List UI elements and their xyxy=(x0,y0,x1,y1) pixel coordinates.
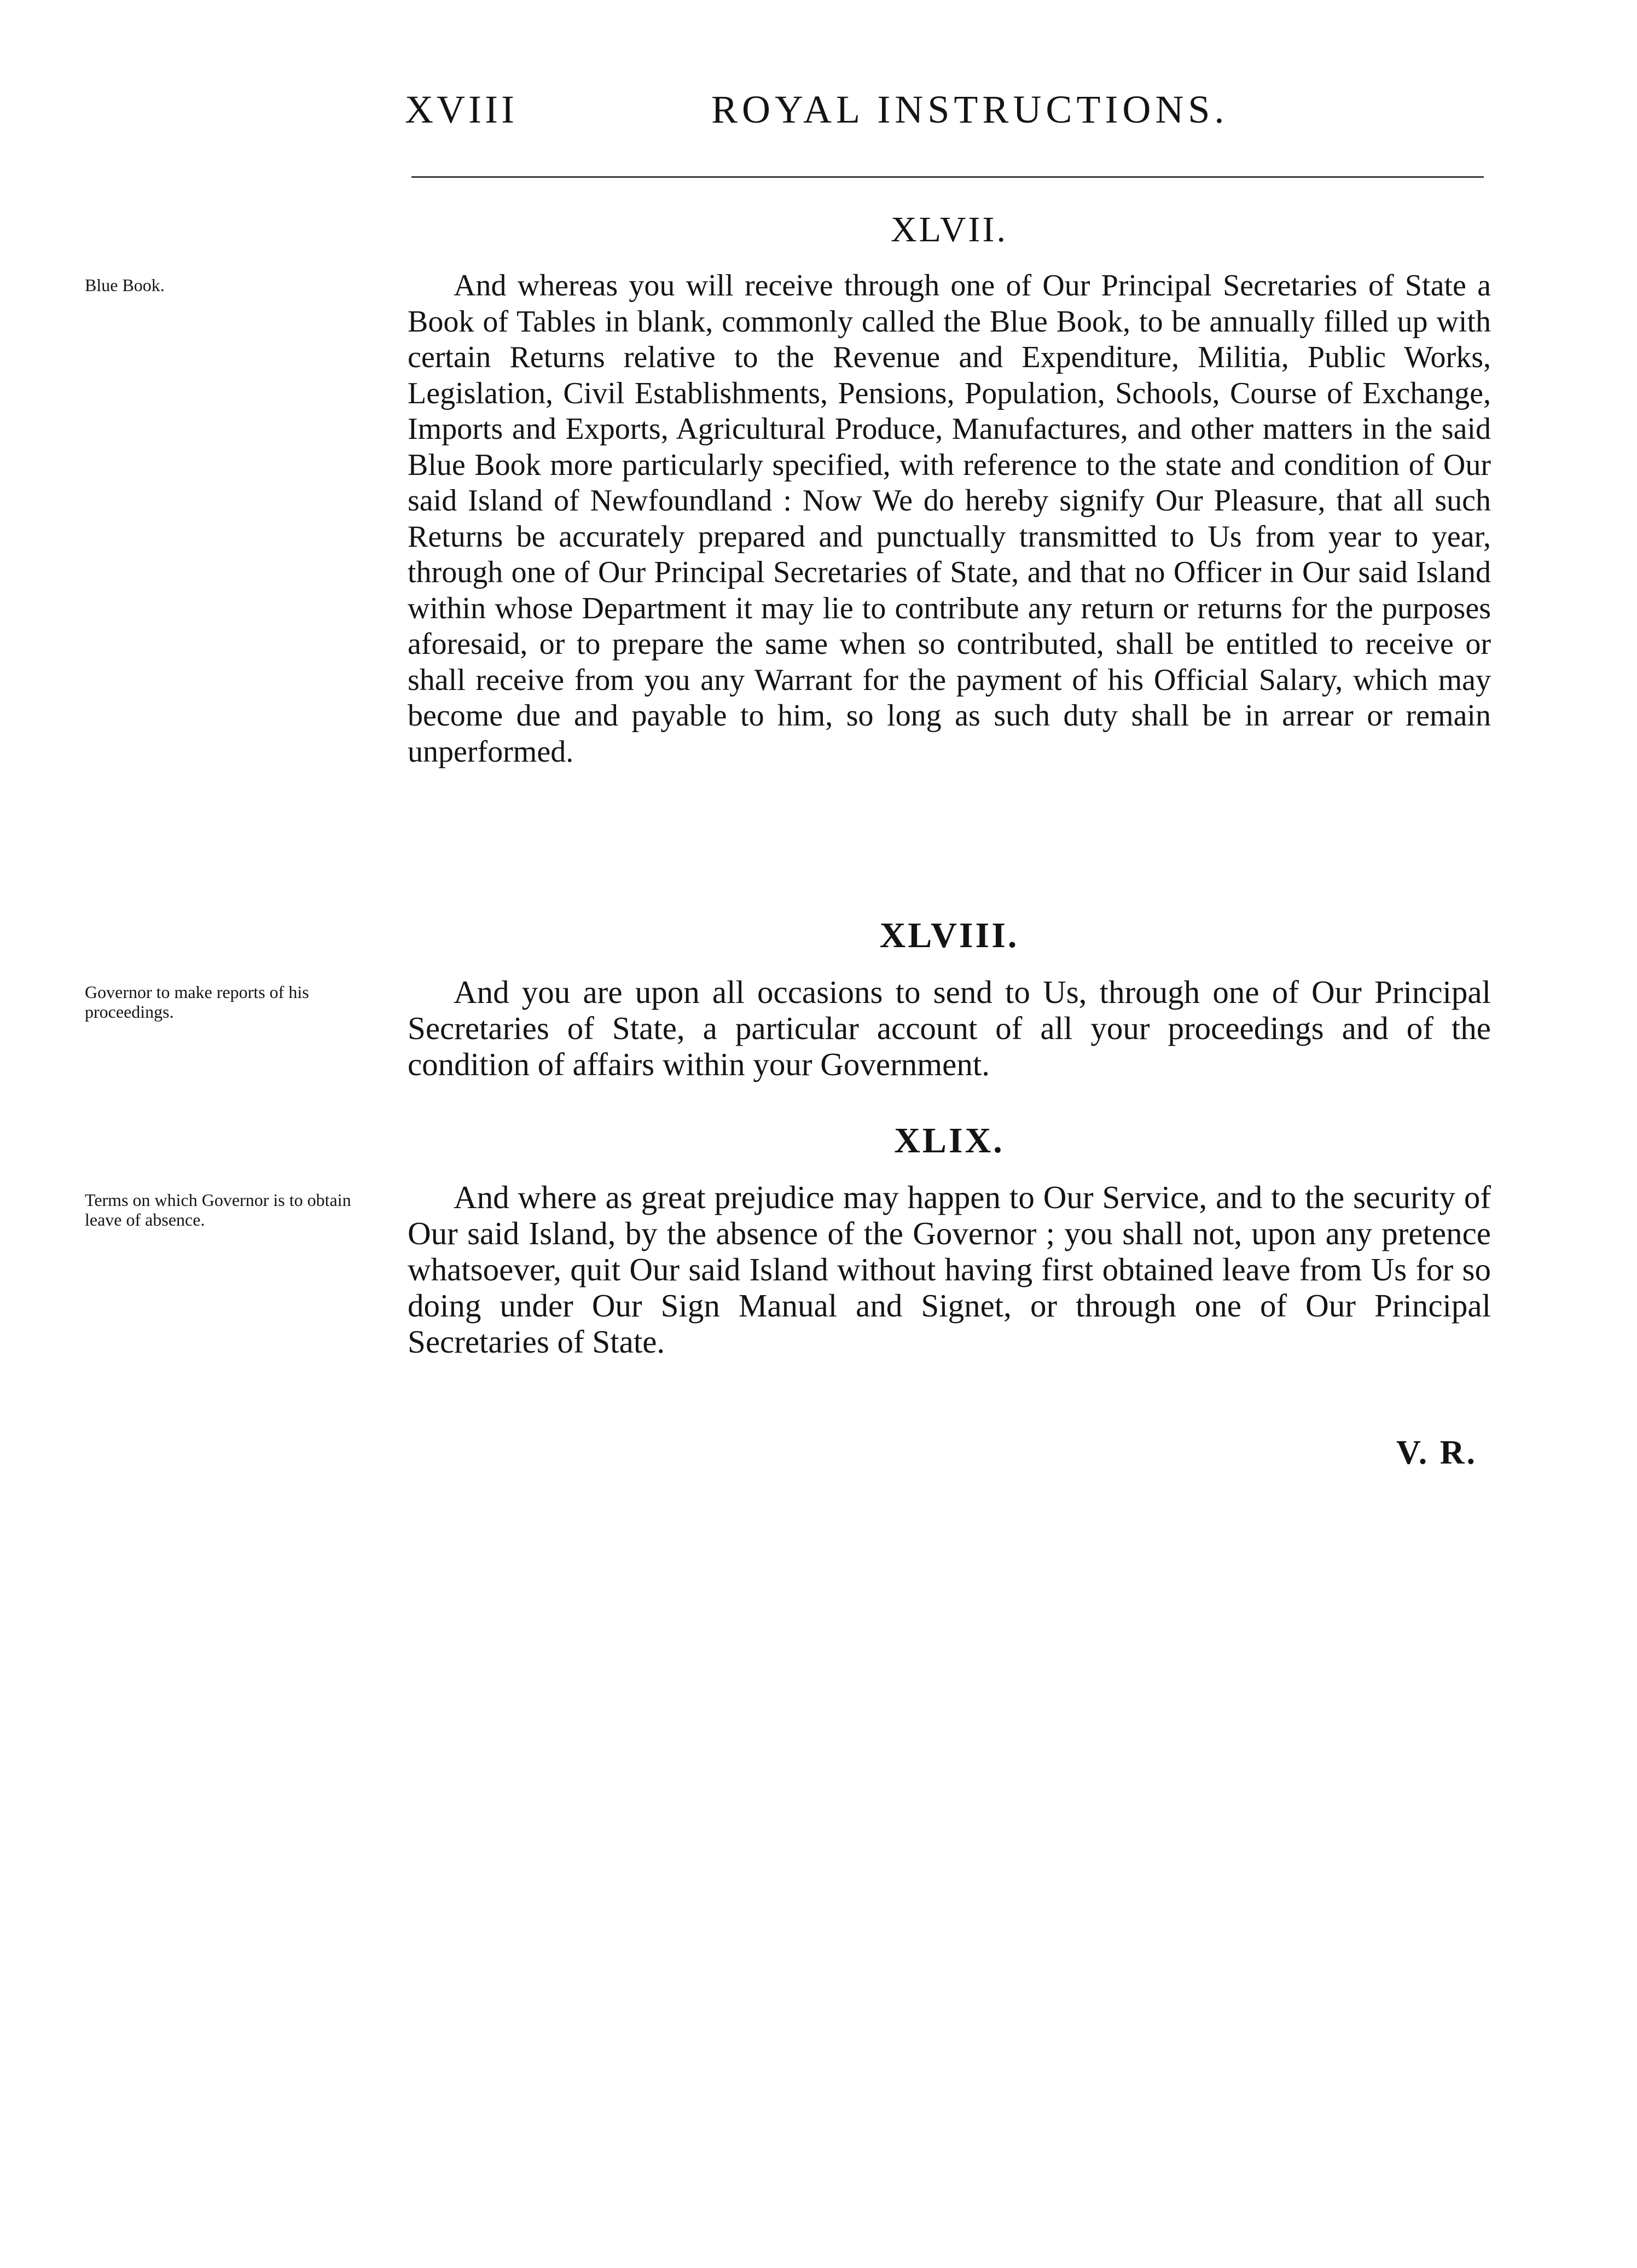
section-numeral-xlvii: XLVII. xyxy=(890,210,1008,250)
sidenote-leave-of-absence: Terms on which Governor is to obtain leave of absence. xyxy=(85,1190,351,1229)
section-numeral-xlix: XLIX. xyxy=(894,1121,1005,1161)
sidenote-blue-book: Blue Book. xyxy=(85,275,165,295)
sidenote-governor-reports: Governor to make reports of his proceedings. xyxy=(85,982,309,1022)
section-numeral-xlviii: XLVIII. xyxy=(879,915,1019,955)
paragraph-xlvii: And whereas you will receive through one of Our Principal Secretaries of State a Book of Tables in blank, commonly called the Blue Book, to be annually filled up with certain Returns relative to the Revenue and Expenditure, Militia, Public Works, Legislation, Civil Establishments, Pensions, Population, Schools, Course of Exchange, Imports and Exports, Agricultural Produce, Manufactures, and other matters in the said Blue Book more particularly specified, with reference to the state and condition of Our said Island of Newfoundland : Now We do hereby signify Our Pleasure, that all such Returns be accurately prepared and punctually transmitted to Us from year to year, through one of Our Principal Secretaries of State, and that no Officer in Our said Island within whose Department it may lie to contribute any return or returns for the purposes aforesaid, or to prepare the same when so contributed, shall be entitled to receive or shall receive from you any Warrant for the payment of his Official Salary, which may become due and payable to him, so long as such duty shall be in arrear or remain unperformed. xyxy=(408,269,1491,769)
paragraph-xlviii: And you are upon all occasions to send to Us, through one of Our Principal Secretaries of State, a particular account of all your proceedings and of the condition of affairs within your Government. xyxy=(408,974,1491,1082)
page-folio: XVIII xyxy=(405,88,518,131)
running-head xyxy=(405,82,1488,137)
paragraph-xlix: And where as great prejudice may happen to Our Service, and to the security of Our said Island, by the absence of the Governor ; you shall not, upon any pretence whatsoever, quit Our said Island without having first obtained leave from Us for so doing under Our Sign Manual and Signet, or through one of Our Principal Secretaries of State. xyxy=(408,1179,1491,1360)
royal-signature: V. R. xyxy=(1396,1434,1477,1471)
header-rule xyxy=(411,176,1484,178)
page-title: ROYAL INSTRUCTIONS. xyxy=(711,88,1229,131)
